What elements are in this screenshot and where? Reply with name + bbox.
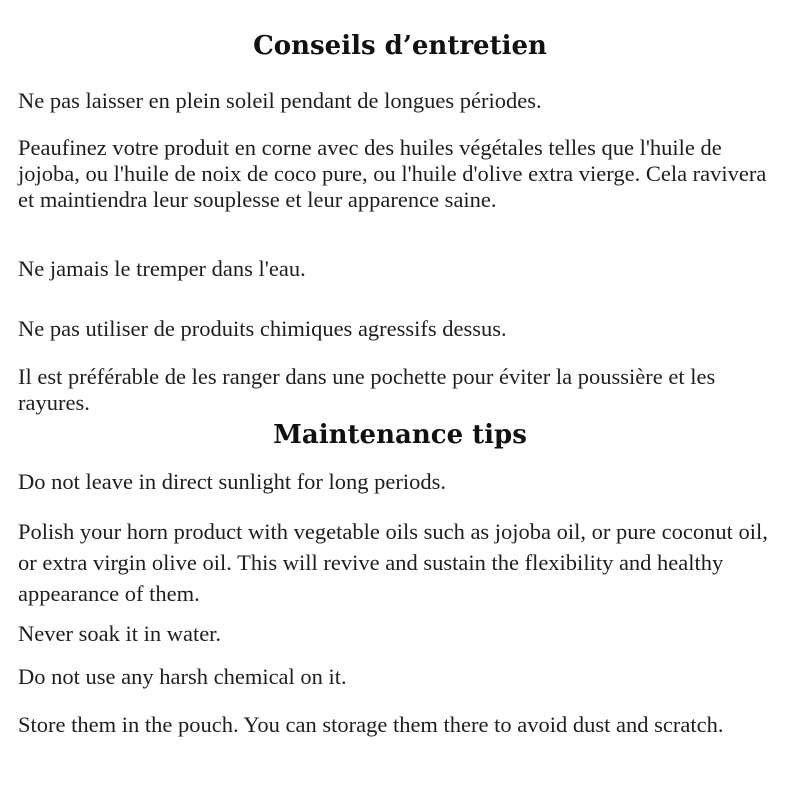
english-tip-sunlight: Do not leave in direct sunlight for long periods. — [18, 469, 447, 494]
english-tip-water: Never soak it in water. — [18, 621, 222, 646]
french-tip-chemicals: Ne pas utiliser de produits chimiques agressifs dessus. — [18, 316, 507, 341]
english-tip-polish: Polish your horn product with vegetable oils such as jojoba oil, or pure coconut oil, or extra virgin olive oil. This will revive and sustain the flexibility and healthy appearance of them. — [18, 519, 768, 606]
french-tip-storage: Il est préférable de les ranger dans une pochette pour éviter la poussière et les rayures. — [18, 364, 716, 415]
french-tip-sunlight: Ne pas laisser en plein soleil pendant de longues périodes. — [18, 88, 542, 113]
french-tip-polish: Peaufinez votre produit en corne avec des huiles végétales telles que l'huile de jojoba, ou l'huile de noix de coco pure, ou l'huile d'olive extra vierge. Cela ravivera et maintiendra leur souplesse et leur apparence saine. — [18, 135, 767, 212]
french-section-title: Conseils d’entretien — [253, 31, 547, 61]
english-tip-storage: Store them in the pouch. You can storage them there to avoid dust and scratch. — [18, 712, 724, 737]
french-tip-water: Ne jamais le tremper dans l'eau. — [18, 256, 306, 281]
english-section-title: Maintenance tips — [273, 420, 527, 450]
english-tip-chemicals: Do not use any harsh chemical on it. — [18, 664, 347, 689]
